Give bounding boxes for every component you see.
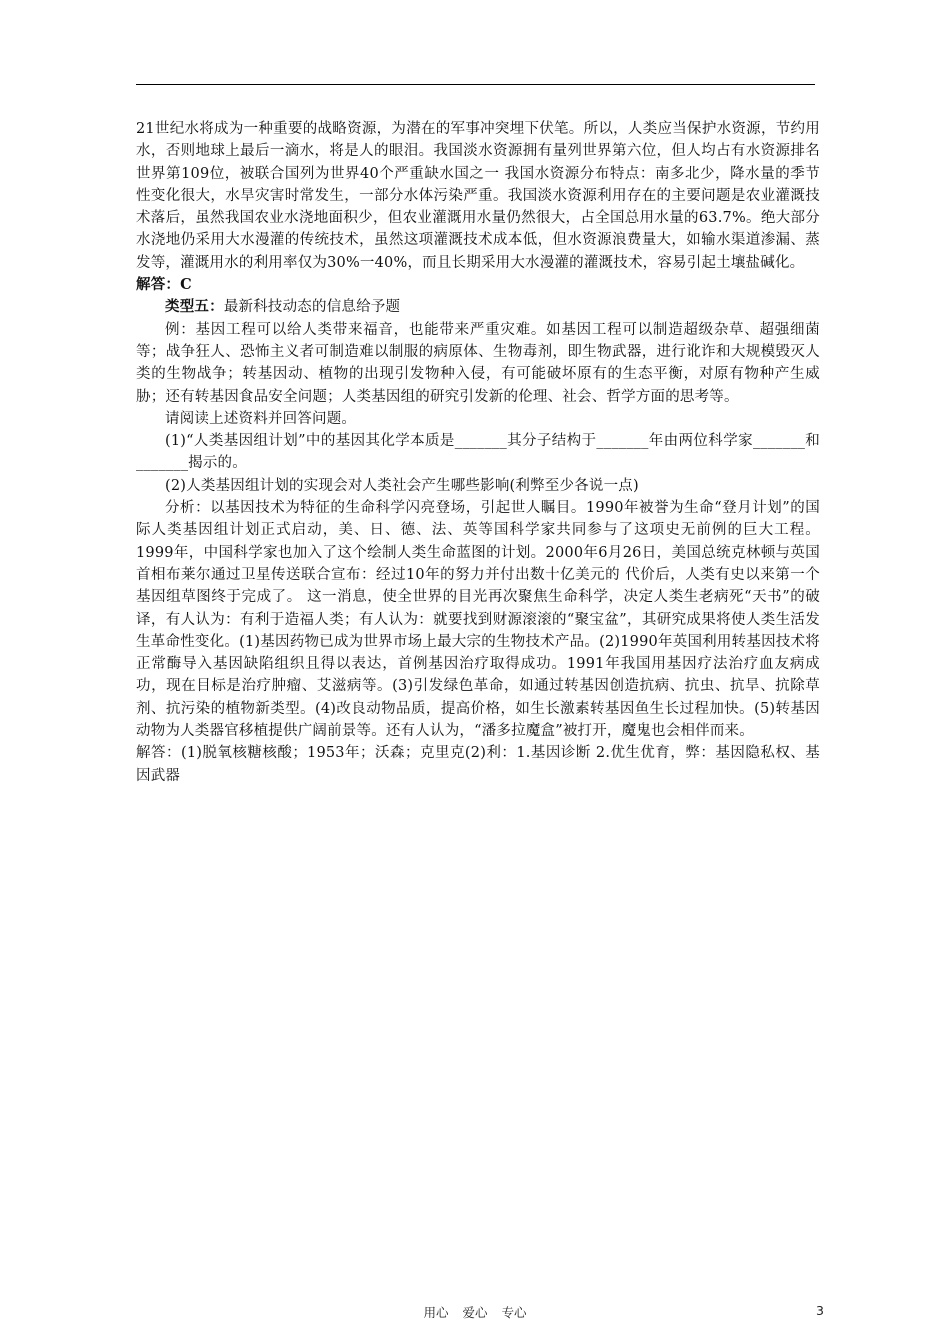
type5-label: 类型五： (165, 298, 224, 316)
water-resources-paragraph: 21世纪水将成为一种重要的战略资源，为潜在的军事冲突埋下伏笔。所以，人类应当保护水资源，节约用水，否则地球上最后一滴水，将是人的眼泪。我国淡水资源拥有量列世界第六位，但人均占有水资源排名世界第109位，被联合国列为世界40个严重缺水国之一 我国水资源分布特点：南多北少，降水量的季节性变化很大，水旱灾害时常发生，一部分水体污染严重。我国淡水资源利用存在的主要问题是农业灌溉技术落后，虽然我国农业水浇地面积少，但农业灌溉用水量仍然很大，占全国总用水量的63.7%。绝大部分水浇地仍采用大水漫灌的传统技术，虽然这项灌溉技术成本低，但水资源浪费量大，如输水渠道渗漏、蒸发等，灌溉用水的利用率仅为30%一40%，而且长期采用大水漫灌的灌溉技术，容易引起土壤盐碱化。 (136, 121, 820, 271)
question-2: (2)人类基因组计划的实现会对人类社会产生哪些影响(利弊至少各说一点) (165, 477, 639, 494)
example-paragraph: 例：基因工程可以给人类带来福音，也能带来严重灾难。如基因工程可以制造超级杂草、超强细菌等；战争狂人、恐怖主义者可制造难以制服的病原体、生物毒剂，即生物武器，进行讹诈和大规模毁灭人类的生物战争；转基因动、植物的出现引发物种入侵，有可能破坏原有的生态平衡，对原有物种产生威胁；还有转基因食品安全问题；人类基因组的研究引发新的伦理、社会、哲学方面的思考等。 (136, 321, 820, 405)
footer-motto: 用心 爱心 专心 (423, 1305, 527, 1320)
instruction-line: 请阅读上述资料并回答问题。 (165, 410, 357, 427)
page-number: 3 (816, 1303, 824, 1318)
type5-title: 最新科技动态的信息给予题 (223, 299, 401, 316)
answer-c: 解答：C (136, 276, 192, 294)
header-rule (136, 84, 815, 85)
final-answer: 解答：(1)脱氧核糖核酸；1953年；沃森；克里克(2)利：1.基因诊断 2.优生优育，弊：基因隐私权、基因武器 (136, 745, 820, 784)
question-1: (1)“人类基因组计划”中的基因其化学本质是_______其分子结构于_______年由两位科学家_______和_______揭示的。 (136, 433, 820, 472)
analysis-paragraph: 分析：以基因技术为特征的生命科学闪亮登场，引起世人瞩目。1990年被誉为生命“登月计划”的国际人类基因组计划正式启动，美、日、德、法、英等国科学家共同参与了这项史无前例的巨大工程。1999年，中国科学家也加入了这个绘制人类生命蓝图的计划。2000年6月26日，美国总统克林顿与英国首相布莱尔通过卫星传送联合宣布：经过10年的努力并付出数十亿美元的 代价后，人类有史以来第一个基因组草图终于完成了。 这一消息，使全世界的目光再次聚焦生命科学，决定人类生老病死“天书”的破译，有人认为：有利于造福人类；有人认为：就要找到财源滚滚的“聚宝盆”，其研究成果将使人类生活发生革命性变化。(1)基因药物已成为世界市场上最大宗的生物技术产品。(2)1990年英国利用转基因技术将正常酶导入基因缺陷组织且得以表达，首例基因治疗取得成功。1991年我国用基因疗法治疗血友病成功，现在目标是治疗肿瘤、艾滋病等。(3)引发绿色革命，如通过转基因创造抗病、抗虫、抗旱、抗除草剂、抗污染的植物新类型。(4)改良动物品质，提高价格，如生长激素转基因鱼生长过程加快。(5)转基因动物为人类器官移植提供广阔前景等。还有人认为，“潘多拉魔盒”被打开，魔鬼也会相伴而来。 (136, 500, 820, 740)
document-body (136, 118, 820, 787)
type5-heading (136, 296, 820, 318)
